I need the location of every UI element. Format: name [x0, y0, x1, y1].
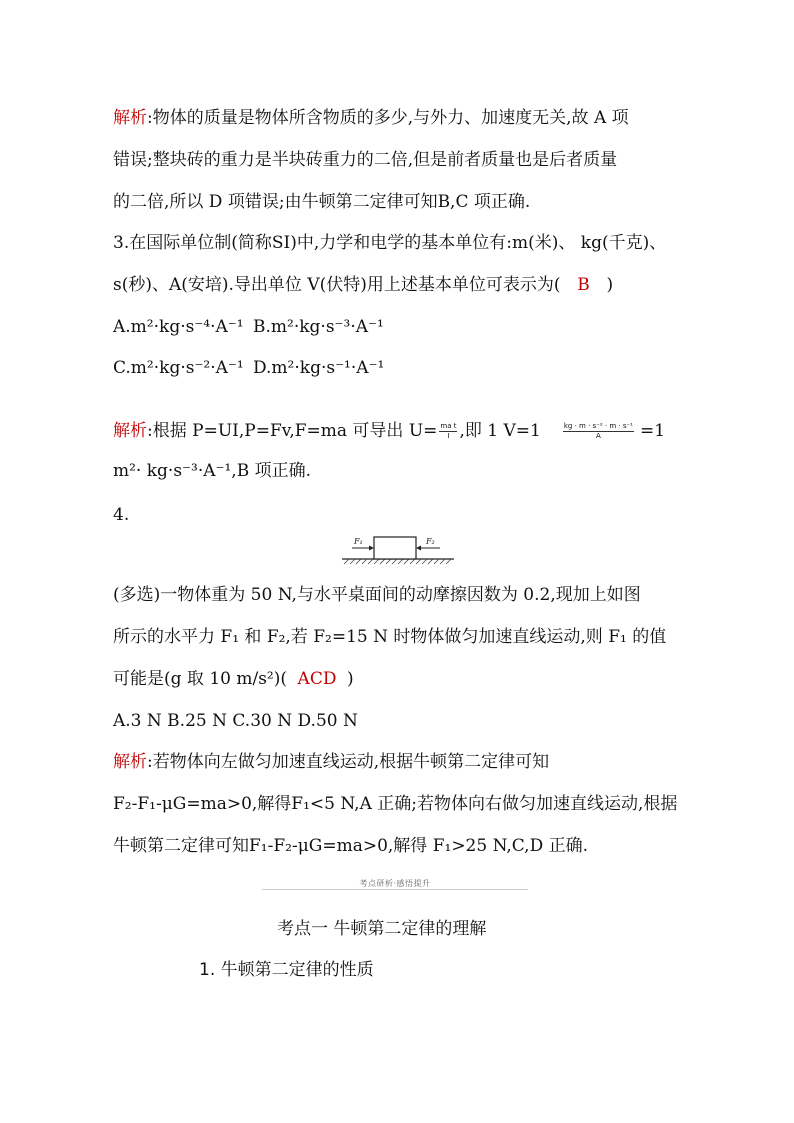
section-divider — [262, 889, 528, 890]
analysis-4-line-3: 牛顿第二定律可知F₁-F₂-μG=ma>0,解得 F₁>25 N,C,D 正确. — [113, 836, 589, 856]
fraction-numerator: ma t — [440, 422, 457, 430]
question-3-line-1: 3.在国际单位制(简称SI)中,力学和电学的基本单位有:m(米)、 kg(千克)、 — [113, 233, 667, 253]
analysis-text: :根据 P=UI,P=Fv,F=ma 可导出 U= — [147, 421, 438, 441]
analysis-1-line-2: 错误;整块砖的重力是半块砖重力的二倍,但是前者质量也是后者质量 — [113, 150, 618, 170]
block — [374, 537, 416, 559]
question-3-stem: s(秒)、A(安培).导出单位 V(伏特)用上述基本单位可表示为( — [113, 275, 561, 295]
option-d: D.m²·kg·s⁻¹·A⁻¹ — [253, 358, 385, 378]
option-b: B.m²·kg·s⁻³·A⁻¹ — [253, 317, 384, 337]
question-4-stem: 可能是(g 取 10 m/s²)( — [113, 669, 288, 689]
fraction-denominator: A — [596, 432, 601, 440]
fraction-u — [439, 422, 457, 441]
section-divider-label: 考点研析·感悟提升 — [359, 879, 431, 888]
ground-hatching — [344, 559, 451, 564]
analysis-text: :若物体向左做匀加速直线运动,根据牛顿第二定律可知 — [147, 752, 550, 772]
analysis-label: 解析 — [113, 421, 147, 441]
analysis-text: ,即 1 V=1 — [459, 421, 541, 441]
question-4-line-2: 所示的水平力 F₁ 和 F₂,若 F₂=15 N 时物体做匀加速直线运动,则 F₁ 的值 — [113, 627, 667, 647]
analysis-label: 解析 — [113, 108, 147, 128]
arrowhead-f1 — [369, 546, 374, 551]
question-4-answer: ACD — [297, 669, 337, 689]
force-label-f1: F₁ — [354, 537, 363, 546]
question-3-answer: B — [577, 275, 590, 295]
fraction-denominator: I — [447, 432, 450, 440]
force-label-f2: F₂ — [426, 537, 435, 546]
analysis-text: :物体的质量是物体所含物质的多少,与外力、加速度无关,故 A 项 — [147, 108, 629, 128]
section-heading: 考点一 牛顿第二定律的理解 — [277, 919, 487, 939]
question-3-options-row-1 — [113, 315, 384, 339]
analysis-3-line-2: m²· kg·s⁻³·A⁻¹,B 项正确. — [113, 461, 312, 481]
force-diagram — [340, 533, 456, 569]
question-4-paren: ) — [347, 669, 354, 689]
question-4-line-3 — [113, 667, 354, 691]
analysis-1-line-3: 的二倍,所以 D 项错误;由牛顿第二定律可知B,C 项正确. — [113, 192, 531, 212]
analysis-4-line-1 — [113, 750, 549, 774]
arrowhead-f2 — [416, 546, 421, 551]
question-4-line-1: (多选)一物体重为 50 N,与水平桌面间的动摩擦因数为 0.2,现加上如图 — [113, 585, 641, 605]
analysis-1-line-1 — [113, 106, 629, 130]
question-4-number: 4. — [113, 505, 130, 525]
question-4-options: A.3 N B.25 N C.30 N D.50 N — [113, 711, 358, 731]
analysis-text: =1 — [640, 421, 666, 441]
question-3-options-row-2 — [113, 356, 384, 380]
analysis-label: 解析 — [113, 752, 147, 772]
question-3-line-2 — [113, 273, 613, 297]
subsection-heading: 1. 牛顿第二定律的性质 — [199, 960, 374, 980]
fraction-numerator: kg · m · s⁻² · m · s⁻¹ — [563, 422, 633, 430]
option-a: A.m²·kg·s⁻⁴·A⁻¹ — [113, 317, 244, 337]
fraction-volt — [563, 422, 634, 441]
question-3-paren: ) — [606, 275, 614, 295]
option-c: C.m²·kg·s⁻²·A⁻¹ — [113, 358, 244, 378]
analysis-4-line-2: F₂-F₁-μG=ma>0,解得F₁<5 N,A 正确;若物体向右做匀加速直线运动,根据 — [113, 794, 678, 814]
analysis-3-line-1 — [113, 419, 665, 443]
